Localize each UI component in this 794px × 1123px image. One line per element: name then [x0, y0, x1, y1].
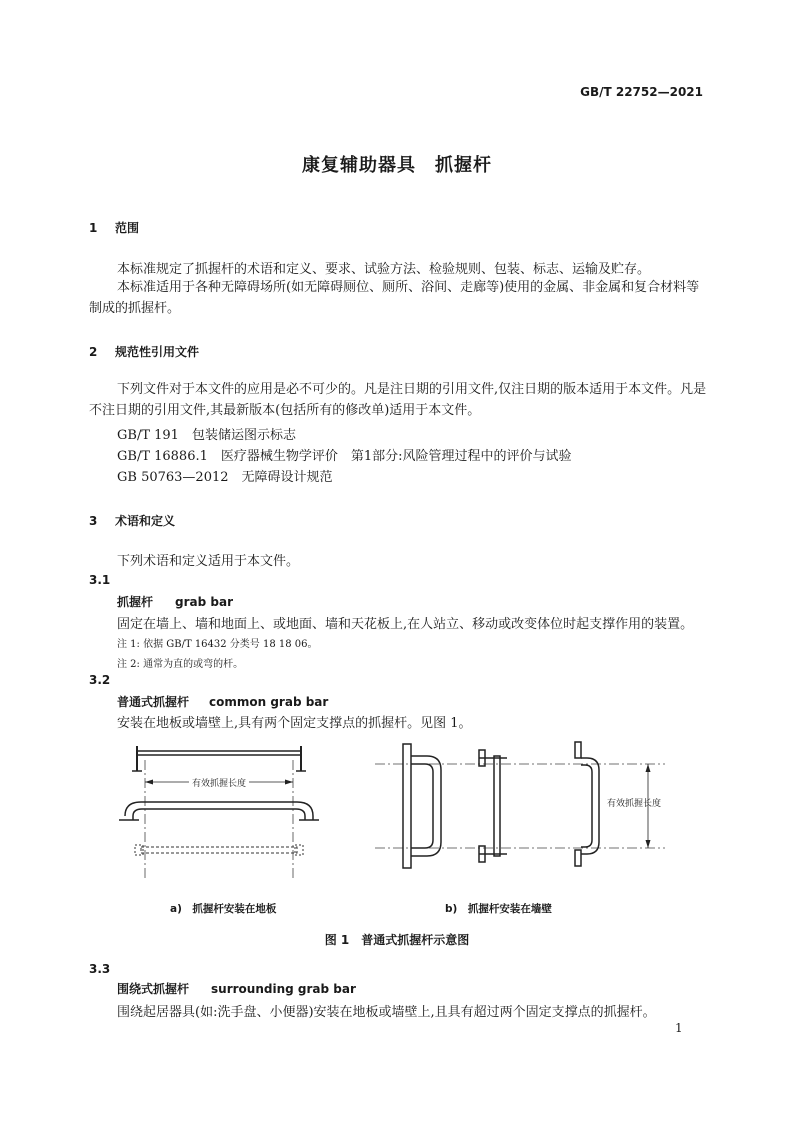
document-code: GB/T 22752—2021 [580, 85, 703, 99]
figure-b-wall-mounted [375, 742, 665, 868]
term-number: 3.2 [89, 673, 111, 687]
wall-flange [575, 742, 581, 758]
term-definition: 围绕起居器具(如:洗手盘、小便器)安装在地板或墙壁上,且具有超过两个固定支撑点的抓握杆。 [117, 1005, 656, 1020]
reference-item [117, 466, 333, 485]
section-number: 1 [89, 221, 98, 235]
wall-flange [575, 850, 581, 866]
term-en: surrounding grab bar [211, 982, 356, 996]
reference-item [117, 424, 296, 443]
section-number: 3 [89, 514, 98, 528]
section-title: 范围 [115, 221, 140, 235]
paragraph: 本标准适用于各种无障碍场所(如无障碍厕位、厕所、浴间、走廊等)使用的金属、非金属和复合材料等制成的抓握杆。 [89, 280, 700, 316]
bar-top-view [137, 751, 301, 755]
section-number: 2 [89, 345, 98, 359]
bar-front-view [411, 756, 441, 856]
reference-item [117, 445, 572, 464]
term-cn: 抓握杆 [117, 595, 154, 609]
figure-caption: 图 1 普通式抓握杆示意图 [324, 933, 470, 947]
arrow-head [285, 780, 293, 785]
term-cn: 围绕式抓握杆 [117, 982, 190, 996]
term-heading [117, 980, 356, 997]
term-number: 3.3 [89, 962, 111, 976]
reference-name: 无障碍设计规范 [241, 470, 333, 485]
note: 注 2: 通常为直的或弯的杆。 [117, 659, 244, 670]
term-en: grab bar [175, 595, 233, 609]
term-number: 3.1 [89, 573, 111, 587]
paragraph: 下列文件对于本文件的应用是必不可少的。凡是注日期的引用文件,仅注日期的版本适用于本文件。凡是不注日期的引用文件,其最新版本(包括所有的修改单)适用于本文件。 [89, 382, 707, 418]
reference-code: GB 50763—2012 [117, 470, 229, 485]
bar-side-view [581, 758, 599, 854]
bar-side-view [125, 802, 313, 820]
arrow-head [145, 780, 153, 785]
bar-side-view-inner [581, 765, 592, 847]
figure-subcaption-b: b) 抓握杆安装在墙壁 [445, 903, 552, 915]
term-heading [117, 693, 328, 710]
term-heading [117, 593, 233, 610]
reference-name: 医疗器械生物学评价 第1部分:风险管理过程中的评价与试验 [220, 449, 572, 464]
document-title: 康复辅助器具 抓握杆 [302, 155, 492, 176]
reference-name: 包装储运图示标志 [191, 428, 296, 443]
term-en: common grab bar [209, 695, 329, 709]
reference-code: GB/T 191 [117, 428, 179, 443]
note: 注 1: 依据 GB/T 16432 分类号 18 18 06。 [117, 639, 318, 650]
term-cn: 普通式抓握杆 [117, 695, 190, 709]
section-1-heading [89, 219, 139, 236]
bar-hidden-view [141, 847, 297, 853]
paragraph: 下列术语和定义适用于本文件。 [117, 554, 300, 569]
bar-side-view-inner [133, 809, 305, 820]
dimension-label: 有效抓握长度 [607, 799, 662, 809]
section-2-heading [89, 343, 199, 360]
figure-1-drawing [105, 730, 675, 890]
bar-top-view [494, 756, 500, 856]
bar-front-view-inner [411, 764, 433, 848]
paragraph: 本标准规定了抓握杆的术语和定义、要求、试验方法、检验规则、包装、标志、运输及贮存。 [117, 262, 651, 277]
wall-plate [403, 744, 411, 868]
section-title: 术语和定义 [115, 514, 176, 528]
arrow-head [646, 840, 651, 848]
term-definition: 安装在地板或墙壁上,具有两个固定支撑点的抓握杆。见图 1。 [117, 716, 472, 731]
page-number: 1 [675, 1021, 683, 1035]
term-definition: 固定在墙上、墙和地面上、或地面、墙和天花板上,在人站立、移动或改变体位时起支撑作用的装置。 [117, 617, 694, 632]
section-title: 规范性引用文件 [115, 345, 200, 359]
figure-a-floor-mounted [119, 746, 319, 880]
section-3-heading [89, 512, 175, 529]
dimension-label: 有效抓握长度 [191, 779, 247, 789]
figure-subcaption-a: a) 抓握杆安装在地板 [170, 903, 277, 915]
arrow-head [646, 764, 651, 772]
reference-code: GB/T 16886.1 [117, 449, 208, 464]
